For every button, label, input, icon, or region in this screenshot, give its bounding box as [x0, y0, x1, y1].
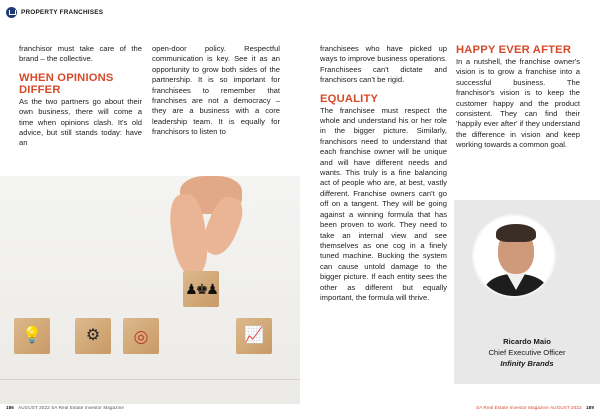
growth-chart-icon: 📈 [244, 327, 264, 344]
cube-chess [183, 271, 219, 307]
column-3-intro: franchisees who have picked up ways to improve business operations. Franchisees can't dictate and franchisors can't be rigid. [320, 44, 447, 85]
lightbulb-icon: 💡 [22, 327, 42, 344]
section-tag [6, 7, 103, 18]
column-1-body: As the two partners go about their own business, there will come a time when opinions clash. It's old advice, but still stands today: have an [19, 96, 142, 148]
cube-gears [75, 318, 111, 354]
profile-title: Chief Executive Officer [488, 348, 566, 357]
target-icon: ◎ [133, 326, 149, 346]
table-edge [0, 379, 300, 380]
footer-left [6, 405, 124, 410]
cube-growth-chart [236, 318, 272, 354]
page-number-left: 186 [6, 405, 14, 410]
column-1-intro: franchisor must take care of the brand – the collective. [19, 44, 142, 64]
profile-portrait [472, 214, 556, 298]
footer-right-text: SA Real Estate Investor Magazine AUGUST 2022 [475, 405, 582, 410]
gears-icon: ⚙ [85, 327, 101, 344]
column-2 [152, 44, 280, 138]
column-3-body: The franchisee must respect the whole and understand his or her role in the bigger picture. Similarly, franchisors need to understand that each franchise owner will be unique and will have different needs and wants. This truly is a fine balancing act of people who are, at best, vastly different. Franchise owners can't go off on a tangent. They will be going against a winning formula that has been proven to work. They need to take an internal view and see themselves as one cog in a finely tuned machine. Bucking the system can cause untold damage to the bigger picture. If each entity sees the other as different but equally important, the formula will thrive. [320, 105, 447, 302]
column-4-body: In a nutshell, the franchise owner's vision is to grow a franchise into a successful business. The franchisor's vision is to keep the customer happy and the product consistent. They can find their 'happily ever after' if they understand the difference in vision and keep working towards a common goal. [456, 57, 580, 150]
footer-right [476, 405, 594, 410]
profile-name: Ricardo Maio [503, 337, 551, 346]
heading-happy-ever-after: HAPPY EVER AFTER [456, 44, 572, 56]
profile-company: Infinity Brands [500, 359, 554, 368]
section-label: PROPERTY FRANCHISES [21, 9, 104, 16]
wooden-cubes-photo [0, 176, 300, 404]
column-4 [456, 44, 580, 151]
cube-target [123, 318, 159, 354]
column-3 [320, 44, 447, 303]
column-1 [19, 44, 142, 149]
chess-pieces-icon: ♟♚♟ [185, 281, 217, 297]
house-badge-icon [6, 7, 17, 18]
cube-lightbulb [14, 318, 50, 354]
footer-left-text: AUGUST 2022 SA Real Estate Investor Magazine [18, 405, 125, 410]
column-2-body: open-door policy. Respectful communication is key. See it as an opportunity to grow both sides of the partnership. It is so important for franchisees to remember that franchises are not a democracy – they are a business with a core leadership team. It is equally for franchisors to listen to [152, 44, 280, 137]
heading-when-opinions-differ: WHEN OPINIONS DIFFER [19, 71, 114, 96]
page-number-right: 189 [586, 405, 594, 410]
heading-equality: EQUALITY [320, 92, 379, 105]
